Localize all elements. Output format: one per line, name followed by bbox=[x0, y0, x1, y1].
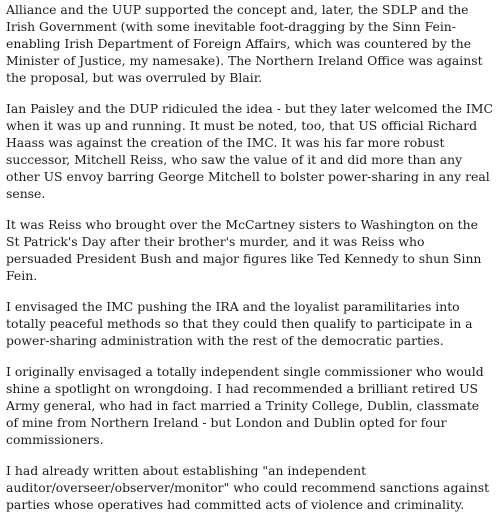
paragraph-single-commissioner: I originally envisaged a totally independent single commissioner who would shine a spotlight on wrongdoing. I had recommended a brilliant retired US Army general, who had in fact married a Trinity College, Dublin, classmate of mine from Northern Ireland - but London and Dublin opted for four commissioners. bbox=[6, 364, 484, 447]
paragraph-alliance-uup: Alliance and the UUP supported the concept and, later, the SDLP and the Irish Government (with some inevitable foot-dragging by the Sinn Fein-enabling Irish Department of Foreign Affairs, which was countered by the Minister of Justice, my namesake). The Northern Ireland Office was against the proposal, but was overruled by Blair. bbox=[6, 2, 483, 85]
paragraph-imc-envisaged: I envisaged the IMC pushing the IRA and the loyalist paramilitaries into totally peaceful methods so that they could then qualify to participate in a power-sharing administration with the rest of the democratic parties. bbox=[6, 299, 473, 348]
paragraph-independent-auditor: I had already written about establishing "an independent auditor/overseer/observer/monitor" who could recommend sanctions against parties whose operatives had committed acts of violence and criminality. bbox=[6, 463, 490, 512]
paragraph-reiss-mccartney: It was Reiss who brought over the McCartney sisters to Washington on the St Patrick's Day after their brother's murder, and it was Reiss who persuaded President Bush and major figures like Ted Kennedy to shun Sinn Fein. bbox=[6, 217, 482, 283]
article-body bbox=[0, 1, 500, 512]
paragraph-paisley-dup: Ian Paisley and the DUP ridiculed the idea - but they later welcomed the IMC when it was up and running. It must be noted, too, that US official Richard Haass was against the creation of the IMC. It was his far more robust successor, Mitchell Reiss, who saw the value of it and did more than any other US envoy barring George Mitchell to bolster power-sharing in any real sense. bbox=[6, 101, 493, 201]
